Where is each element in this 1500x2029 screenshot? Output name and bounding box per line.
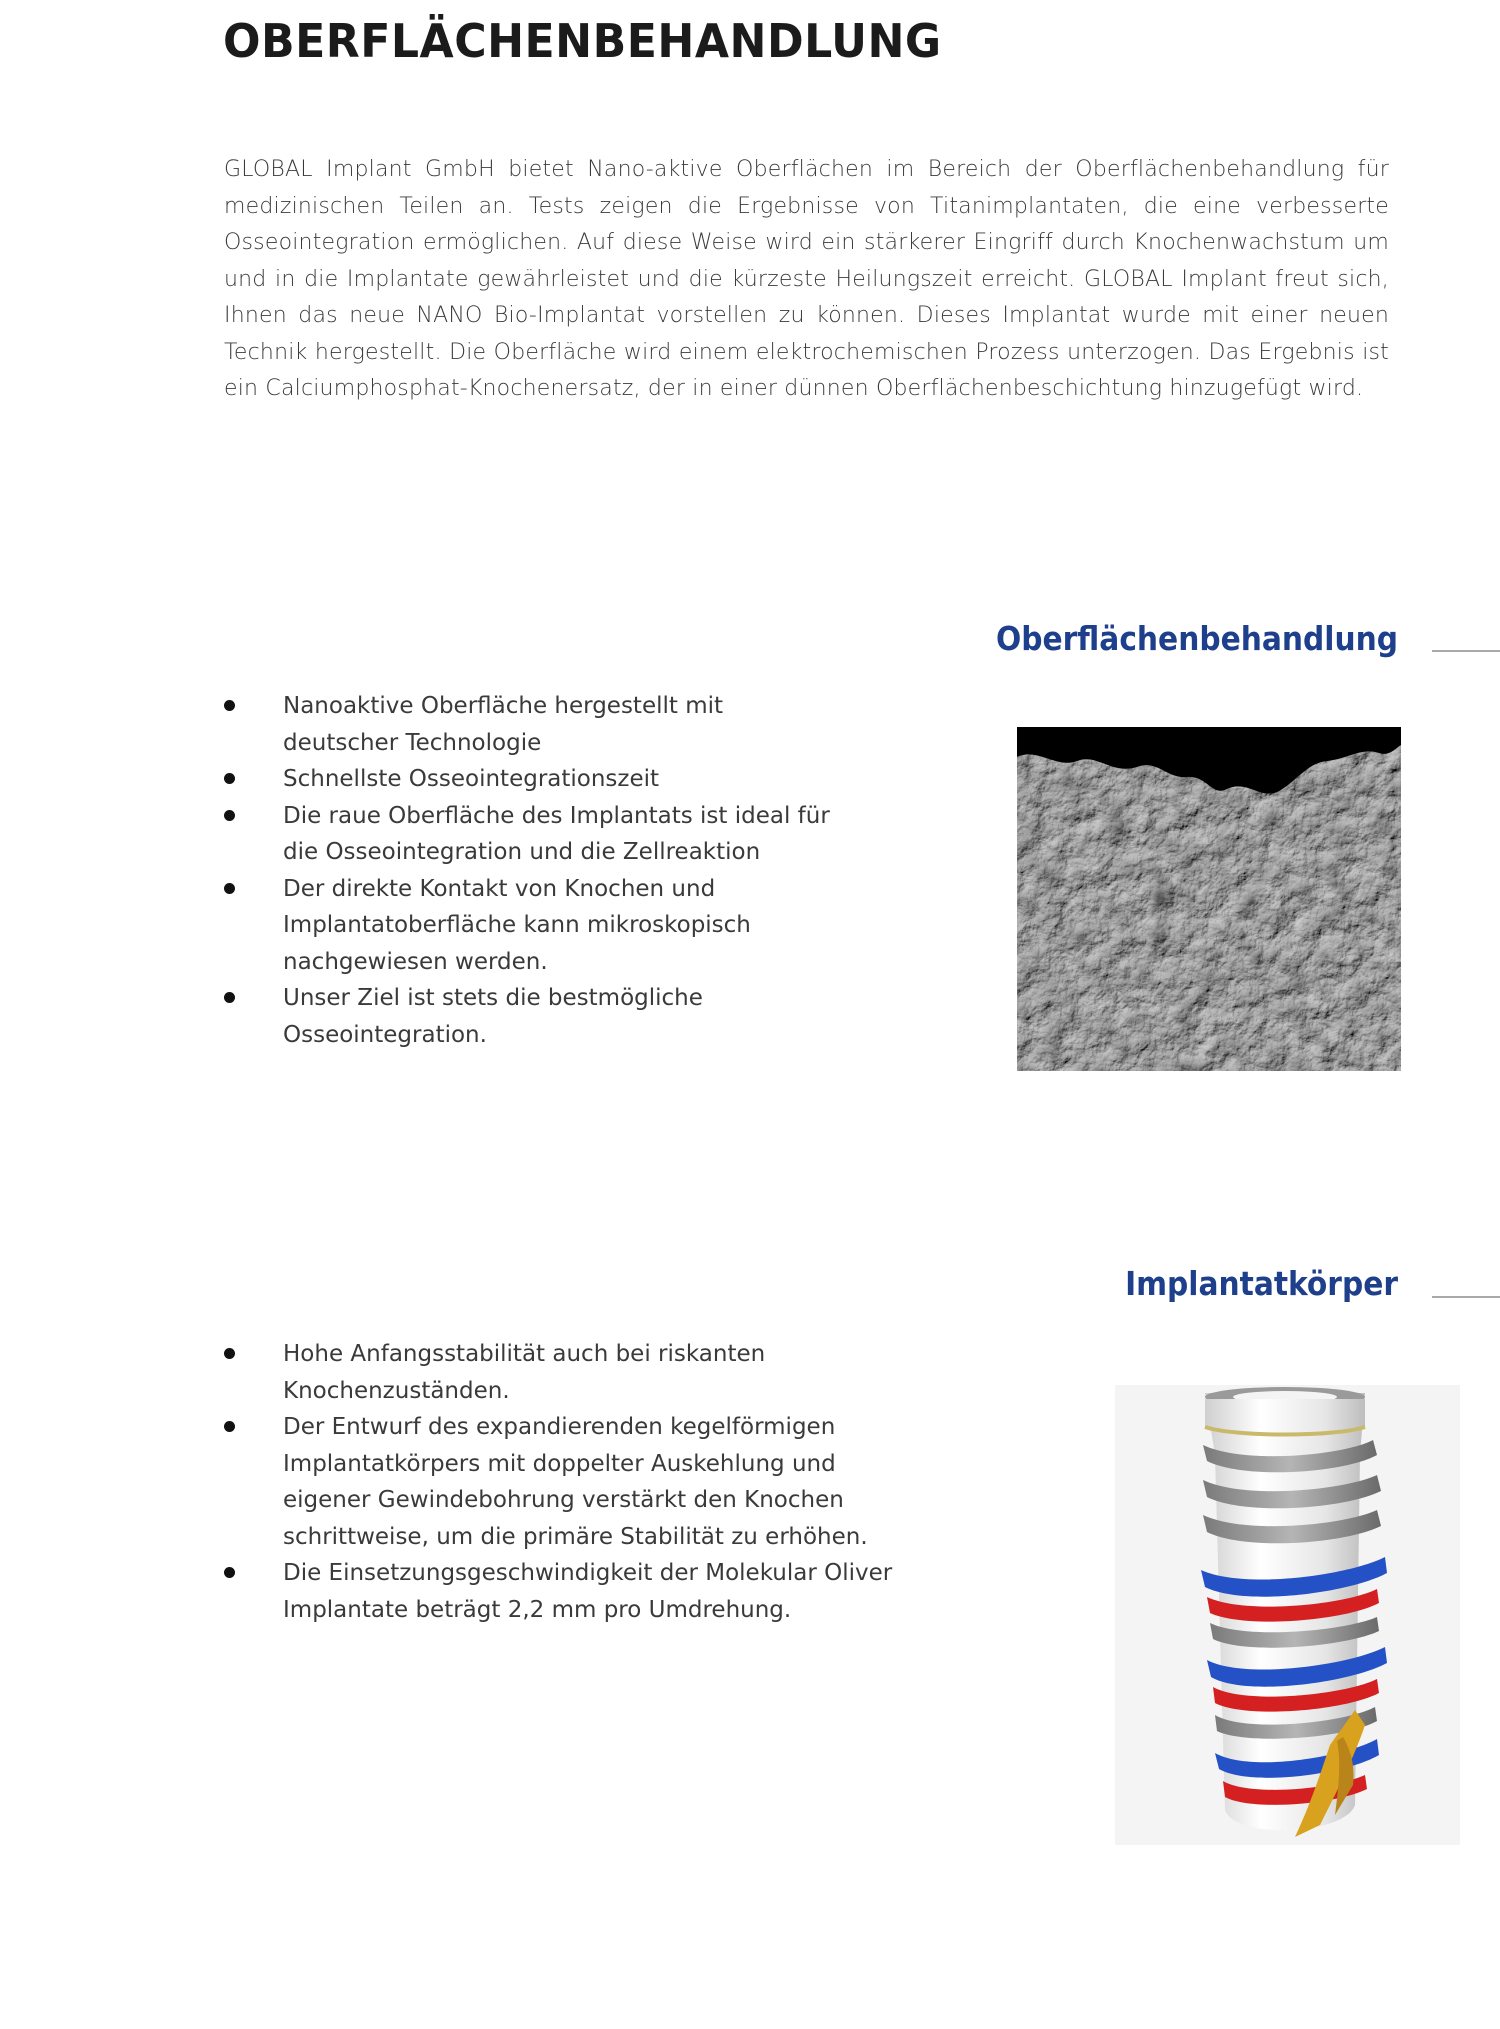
- surface-bullet-list: [224, 688, 844, 1053]
- page-title: OBERFLÄCHENBEHANDLUNG: [223, 14, 942, 68]
- section-heading-implant-body: Implantatkörper: [1125, 1264, 1398, 1303]
- list-item: Die raue Oberfläche des Implantats ist ideal für die Osseointegration und die Zellreaktion: [224, 798, 844, 871]
- bullet-icon: [224, 810, 235, 821]
- implant-body-bullet-list: [224, 1336, 924, 1628]
- list-item: Hohe Anfangsstabilität auch bei riskanten Knochenzuständen.: [224, 1336, 924, 1409]
- list-item: Unser Ziel ist stets die bestmögliche Osseointegration.: [224, 980, 844, 1053]
- section-heading-surface: Oberflächenbehandlung: [996, 619, 1398, 658]
- list-item: Der Entwurf des expandierenden kegelförmigen Implantatkörpers mit doppelter Auskehlung und eigener Gewindebohrung verstärkt den Knochen schrittweise, um die primäre Stabilität zu erhöhen.: [224, 1409, 924, 1555]
- bullet-icon: [224, 700, 235, 711]
- implant-body-illustration: [1115, 1385, 1460, 1845]
- list-item: Die Einsetzungsgeschwindigkeit der Molekular Oliver Implantate beträgt 2,2 mm pro Umdrehung.: [224, 1555, 924, 1628]
- bullet-icon: [224, 1348, 235, 1359]
- bullet-icon: [224, 1567, 235, 1578]
- bullet-icon: [224, 992, 235, 1003]
- bullet-icon: [224, 1421, 235, 1432]
- section-rule-surface: [1432, 650, 1500, 652]
- bullet-icon: [224, 883, 235, 894]
- list-item: Der direkte Kontakt von Knochen und Implantatoberfläche kann mikroskopisch nachgewiesen werden.: [224, 871, 844, 981]
- section-rule-implant-body: [1432, 1296, 1500, 1298]
- intro-paragraph: GLOBAL Implant GmbH bietet Nano-aktive Oberflächen im Bereich der Oberflächenbehandlung für medizinischen Teilen an. Tests zeigen die Ergebnisse von Titanimplantaten, die eine verbesserte Osseointegration ermöglichen. Auf diese Weise wird ein stärkerer Eingriff durch Knochenwachstum um und in die Implantate gewährleistet und die kürzeste Heilungszeit erreicht. GLOBAL Implant freut sich, Ihnen das neue NANO Bio-Implantat vorstellen zu können. Dieses Implantat wurde mit einer neuen Technik hergestellt. Die Oberfläche wird einem elektrochemischen Prozess unterzogen. Das Ergebnis ist ein Calciumphosphat-Knochenersatz, der in einer dünnen Oberflächenbeschichtung hinzugefügt wird.: [224, 157, 1389, 401]
- list-item: Nanoaktive Oberfläche hergestellt mit deutscher Technologie: [224, 688, 844, 761]
- bullet-icon: [224, 773, 235, 784]
- nano-surface-micrograph: [1017, 727, 1401, 1071]
- list-item: Schnellste Osseointegrationszeit: [224, 761, 844, 798]
